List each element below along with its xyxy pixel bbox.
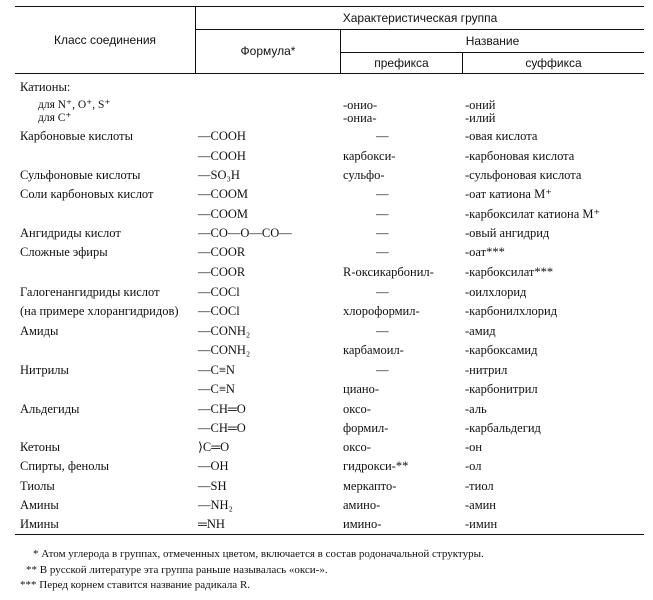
header-group: Характеристическая группа	[342, 11, 498, 25]
prefix-cell: карбокси-	[343, 149, 396, 163]
suffix-cell: -сульфоновая кислота	[465, 168, 582, 182]
header-name: Название	[465, 34, 520, 48]
formula-cell: —NH₂	[198, 498, 233, 512]
formula-cell: —CO—O—CO—	[198, 226, 292, 240]
formula-cell: ═NH	[198, 517, 225, 531]
formula-cell: —COOM	[198, 207, 249, 221]
suffix-cell: -имин	[465, 517, 498, 531]
formula-cell: —COCl	[198, 285, 240, 299]
prefix-cell: формил-	[343, 421, 389, 435]
suffix-cell: -оат***	[465, 245, 505, 259]
prefix-cell: циано-	[343, 382, 380, 396]
formula-cell: —CONH₂	[198, 343, 251, 357]
prefix-cell: —	[376, 129, 389, 143]
group-underline	[196, 29, 644, 30]
class-cell: Амиды	[20, 324, 59, 338]
suffix-cell: -оилхлорид	[465, 285, 527, 299]
suffix-cell: -оат катиона M⁺	[465, 187, 552, 201]
class-cell: Карбоновые кислоты	[20, 129, 133, 143]
class-cell: для N⁺, O⁺, S⁺	[38, 99, 111, 111]
class-cell: для C⁺	[38, 112, 72, 124]
class-cell: Тиолы	[20, 479, 55, 493]
header-formula: Формула*	[240, 44, 296, 58]
suffix-cell: -амин	[465, 498, 496, 512]
suffix-cell: -карбальдегид	[465, 421, 541, 435]
suffix-cell: -илий	[465, 111, 496, 125]
formula-cell: —COOH	[198, 129, 246, 143]
prefix-cell: карбамоил-	[343, 343, 404, 357]
formula-cell: —CH═O	[198, 421, 246, 435]
class-cell: Альдегиды	[20, 402, 80, 416]
prefix-cell: оксо-	[343, 402, 371, 416]
formula-cell: —C≡N	[198, 363, 235, 377]
prefix-cell: —	[376, 187, 389, 201]
suffix-cell: -аль	[465, 402, 487, 416]
class-cell: Ангидриды кислот	[20, 226, 121, 240]
prefix-cell: —	[376, 226, 389, 240]
class-cell: (на примере хлорангидридов)	[20, 304, 179, 318]
formula-cell: —COOH	[198, 149, 246, 163]
prefix-cell: —	[376, 285, 389, 299]
header-class: Класс соединения	[53, 33, 157, 47]
formula-cell: —CH═O	[198, 402, 246, 416]
class-cell: Амины	[20, 498, 59, 512]
prefix-cell: —	[376, 324, 389, 338]
prefix-cell: хлороформил-	[343, 304, 420, 318]
footnote: ** В русской литературе эта группа раньше называлась «окси-».	[26, 564, 328, 576]
class-cell: Сложные эфиры	[20, 245, 108, 259]
footnote: * Атом углерода в группах, отмеченных цветом, включается в состав родоначальной структуры.	[33, 548, 484, 560]
suffix-cell: -карбоксилат катиона M⁺	[465, 207, 601, 221]
header-suffix: суффикса	[525, 56, 582, 70]
prefix-cell: меркапто-	[343, 479, 397, 493]
formula-cell: —CONH₂	[198, 324, 251, 338]
class-cell: Кетоны	[20, 440, 61, 454]
prefix-cell: амино-	[343, 498, 381, 512]
prefix-cell: -ониа-	[343, 111, 377, 125]
formula-cell: —C≡N	[198, 382, 235, 396]
prefix-cell: —	[376, 363, 389, 377]
class-cell: Сульфоновые кислоты	[20, 168, 141, 182]
suffix-cell: -овый ангидрид	[465, 226, 550, 240]
formula-cell: —SO₃H	[198, 168, 240, 182]
header-bottom-rule	[15, 73, 644, 74]
suffix-cell: -тиол	[465, 479, 494, 493]
formula-cell: —COOR	[198, 265, 246, 279]
table-bottom-rule	[15, 534, 644, 535]
suffix-cell: -карбонитрил	[465, 382, 538, 396]
suffix-cell: -нитрил	[465, 363, 508, 377]
formula-cell: —COOR	[198, 245, 246, 259]
prefix-cell: гидрокси-**	[343, 459, 409, 473]
suffix-cell: -карбоксамид	[465, 343, 538, 357]
name-underline	[341, 52, 644, 53]
suffix-cell: -амид	[465, 324, 496, 338]
formula-cell: ⟩C═O	[198, 440, 230, 454]
class-cell: Катионы:	[20, 80, 71, 94]
class-cell: Спирты, фенолы	[20, 459, 109, 473]
prefix-cell: -онио-	[343, 98, 378, 112]
suffix-cell: -карбонилхлорид	[465, 304, 558, 318]
prefix-cell: R-оксикарбонил-	[343, 265, 434, 279]
footnote: *** Перед корнем ставится название радикала R.	[20, 579, 251, 591]
prefix-cell: —	[376, 245, 389, 259]
class-cell: Нитрилы	[20, 363, 69, 377]
prefix-cell: сульфо-	[343, 168, 385, 182]
header-prefix: префикса	[374, 56, 429, 70]
class-cell: Галогенангидриды кислот	[20, 285, 160, 299]
formula-cell: —COCl	[198, 304, 240, 318]
prefix-cell: имино-	[343, 517, 382, 531]
prefix-cell: —	[376, 207, 389, 221]
suffix-cell: -овая кислота	[465, 129, 538, 143]
suffix-cell: -карбоксилат***	[465, 265, 554, 279]
suffix-cell: -он	[465, 440, 483, 454]
formula-cell: —SH	[198, 479, 227, 493]
suffix-cell: -карбоновая кислота	[465, 149, 575, 163]
prefix-cell: оксо-	[343, 440, 371, 454]
suffix-cell: -оний	[465, 98, 496, 112]
suffix-cell: -ол	[465, 459, 482, 473]
formula-cell: —OH	[198, 459, 229, 473]
class-cell: Имины	[20, 517, 59, 531]
header-top-rule	[15, 6, 644, 7]
formula-cell: —COOM	[198, 187, 249, 201]
class-cell: Соли карбоновых кислот	[20, 187, 154, 201]
